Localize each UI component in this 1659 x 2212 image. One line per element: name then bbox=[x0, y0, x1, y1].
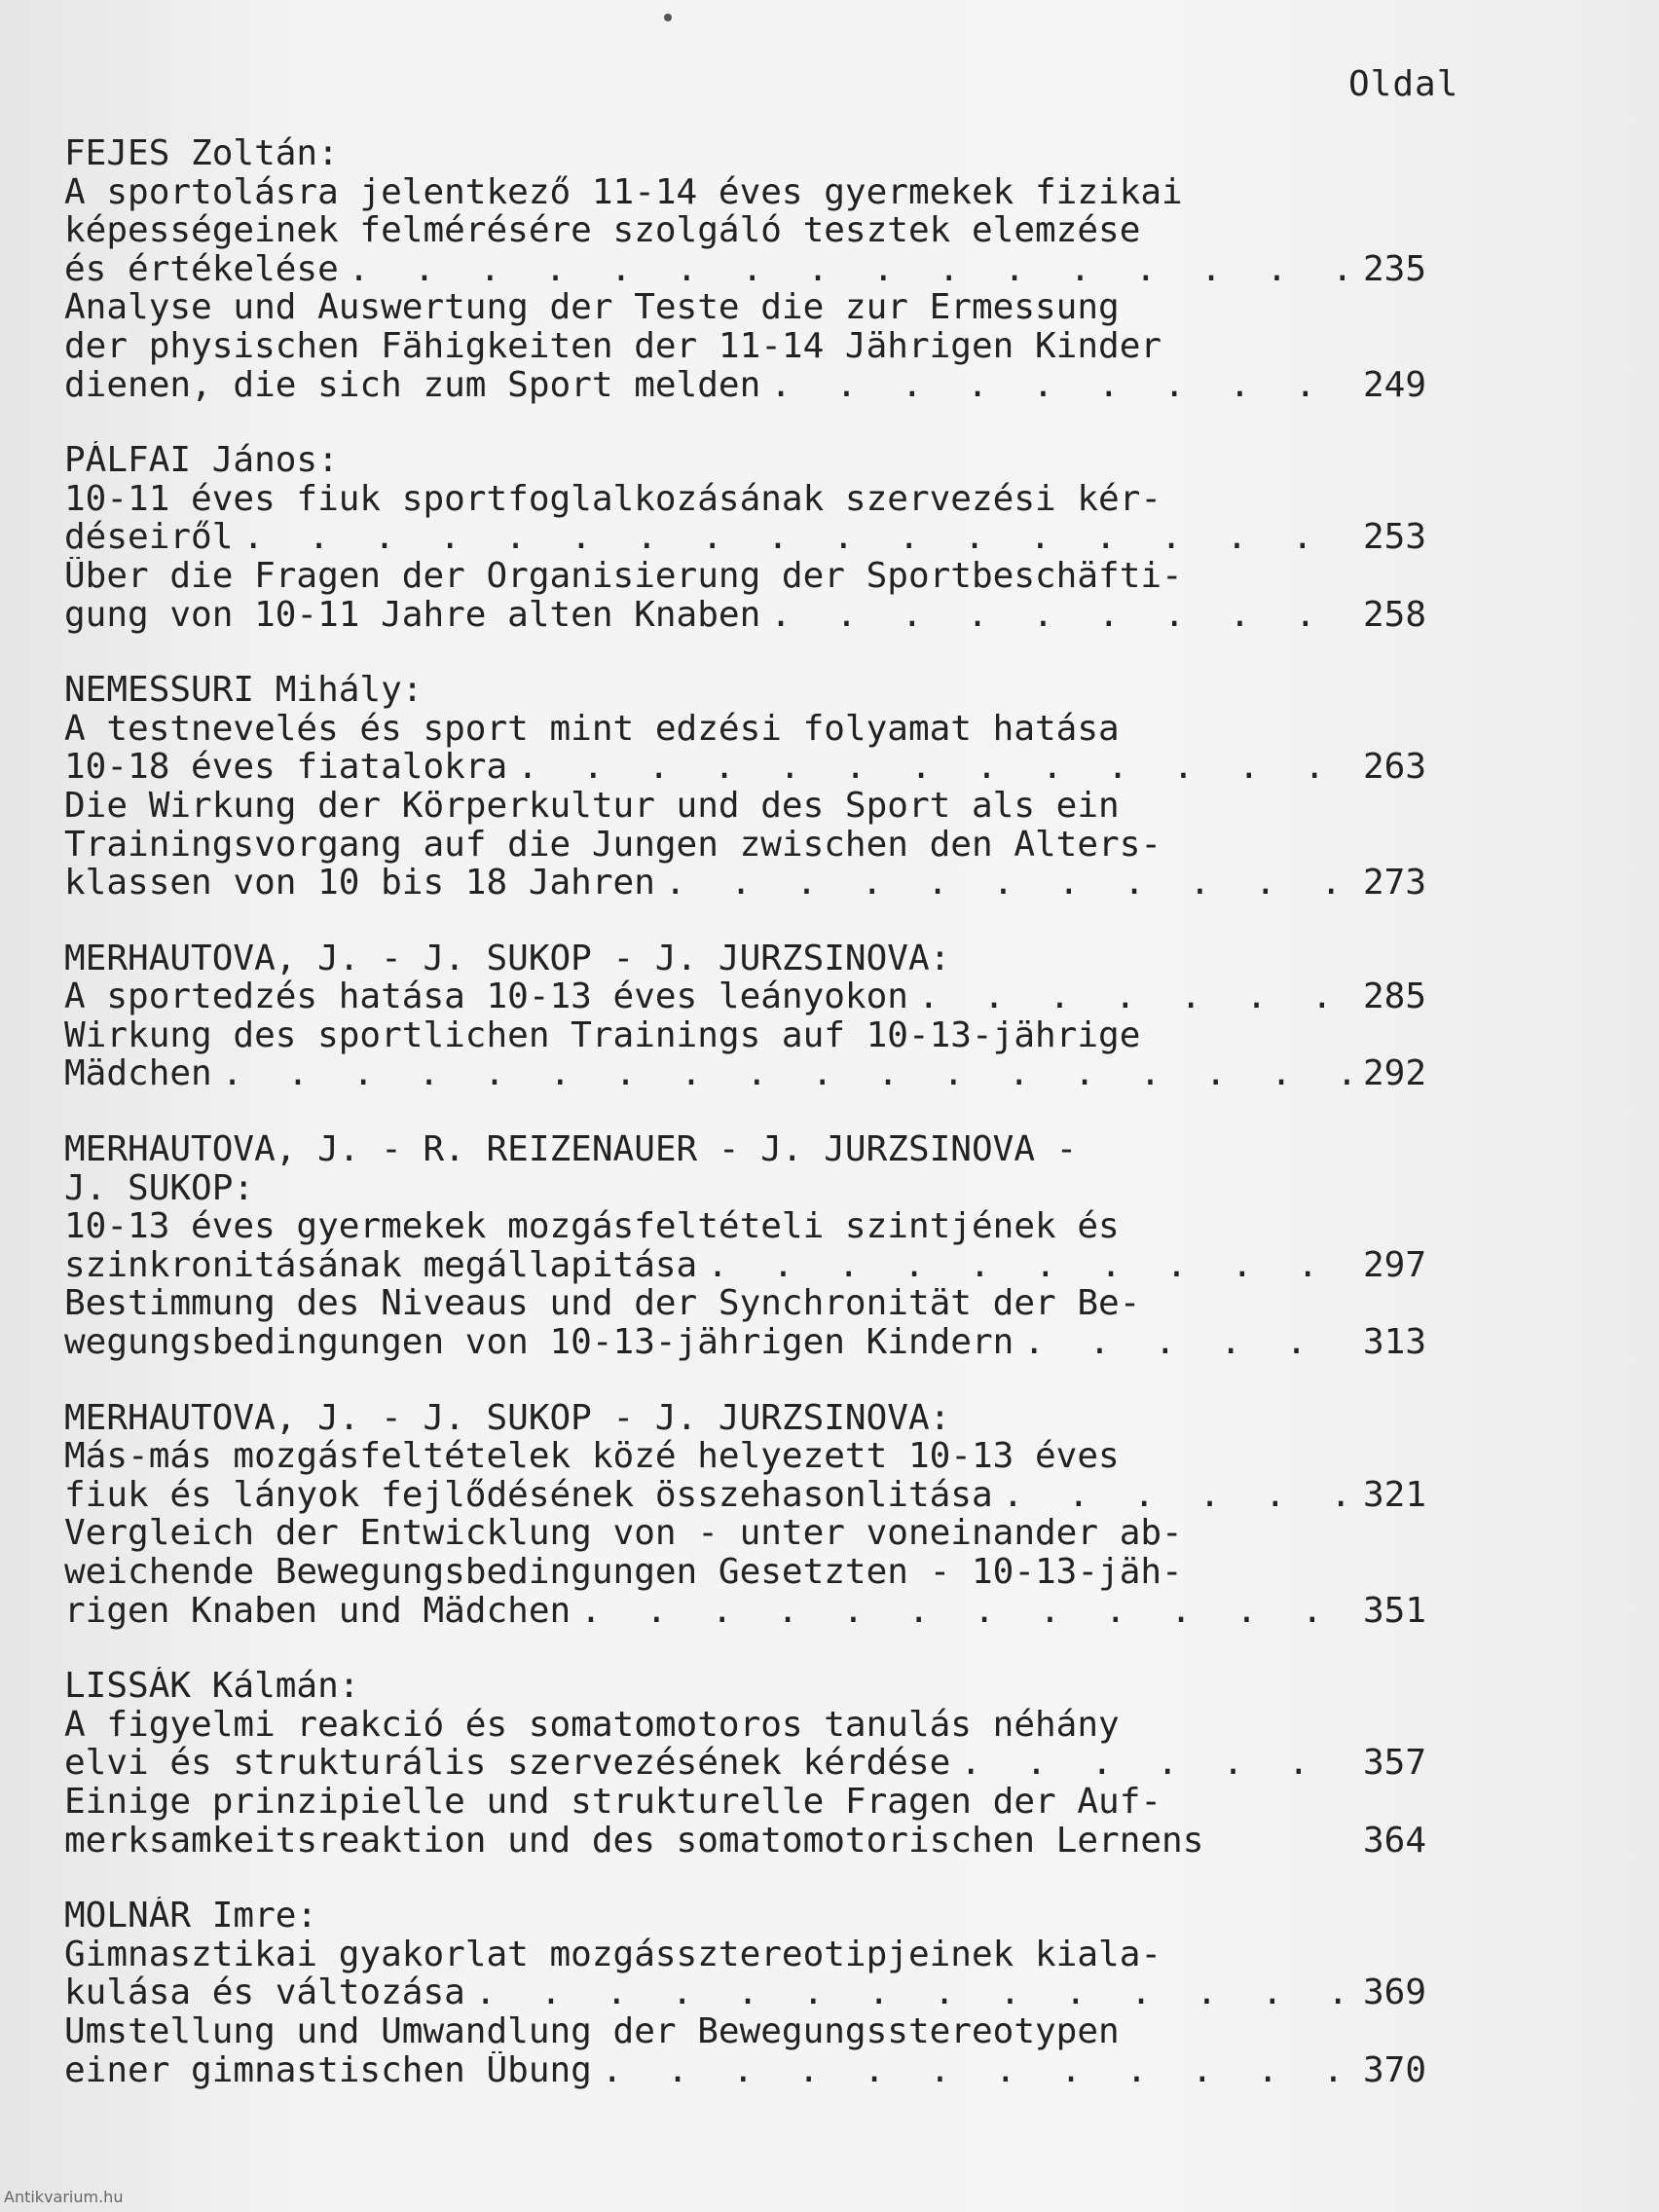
dot-leader bbox=[242, 518, 1353, 557]
toc-entry bbox=[64, 1897, 1447, 2089]
page-column-label: Oldal bbox=[1348, 64, 1459, 104]
entry-author: FEJES Zoltán: bbox=[64, 134, 339, 173]
title-text: Bestimmung des Niveaus und der Synchronität der Be- bbox=[64, 1284, 1141, 1324]
title-text: képességeinek felmérésére szolgáló tesztek elemzése bbox=[64, 211, 1141, 250]
toc-entry bbox=[64, 940, 1447, 1093]
title-text: A figyelmi reakció és somatomotoros tanulás néhány bbox=[64, 1705, 1120, 1745]
toc-entry bbox=[64, 1667, 1447, 1860]
entry-title-line bbox=[64, 2051, 1447, 2090]
entry-title-line bbox=[64, 1973, 1447, 2012]
entry-title-line bbox=[64, 1323, 1447, 1362]
entry-title-line bbox=[64, 1016, 1447, 1055]
entry-title-line bbox=[64, 1783, 1447, 1822]
entry-title-line bbox=[64, 864, 1447, 903]
page-number: 351 bbox=[1363, 1591, 1427, 1631]
title-text: fiuk és lányok fejlődésének összehasonlitása bbox=[64, 1475, 993, 1515]
entry-title-line bbox=[64, 1553, 1447, 1592]
entry-author: MOLNÁR Imre: bbox=[64, 1897, 318, 1936]
title-text: Vergleich der Entwicklung von - unter voneinander ab- bbox=[64, 1514, 1183, 1553]
toc-entry bbox=[64, 1130, 1447, 1362]
title-text: einer gimnastischen Übung bbox=[64, 2050, 592, 2090]
entry-title-line bbox=[64, 1706, 1447, 1745]
toc-entry bbox=[64, 671, 1447, 903]
page-number: 297 bbox=[1363, 1245, 1427, 1285]
ink-speck bbox=[664, 14, 672, 21]
title-text: Über die Fragen der Organisierung der Sportbeschäfti- bbox=[64, 556, 1183, 596]
entry-title-line bbox=[64, 1246, 1447, 1285]
page-number: 292 bbox=[1363, 1054, 1427, 1094]
title-text: weichende Bewegungsbedingungen Gesetzten - 10-13-jäh- bbox=[64, 1553, 1183, 1592]
page-number: 258 bbox=[1363, 595, 1427, 635]
title-text: Einige prinzipielle und strukturelle Fragen der Auf- bbox=[64, 1782, 1162, 1822]
page-number: 369 bbox=[1363, 1973, 1427, 2012]
toc-entry bbox=[64, 441, 1447, 634]
title-text: Mädchen bbox=[64, 1054, 212, 1094]
title-text: merksamkeitsreaktion und des somatomotorischen Lernens bbox=[64, 1821, 1204, 1861]
dot-leader bbox=[602, 2051, 1353, 2090]
page-number: 357 bbox=[1363, 1744, 1427, 1783]
title-text: szinkronitásának megállapitása bbox=[64, 1245, 698, 1285]
entry-author: NEMESSURI Mihály: bbox=[64, 671, 424, 710]
entry-author: MERHAUTOVA, J. - J. SUKOP - J. JURZSINOVA: bbox=[64, 939, 951, 978]
entry-title-line bbox=[64, 596, 1447, 635]
dot-leader bbox=[960, 1744, 1353, 1783]
entry-title-line bbox=[64, 1592, 1447, 1631]
dot-leader bbox=[349, 250, 1353, 289]
title-text: Más-más mozgásfeltételek közé helyezett 10-13 éves bbox=[64, 1437, 1120, 1476]
dot-leader bbox=[1003, 1476, 1353, 1515]
entry-title-line bbox=[64, 2012, 1447, 2051]
entry-title-line bbox=[64, 1207, 1447, 1246]
title-text: kulása és változása bbox=[64, 1973, 465, 2012]
dot-leader bbox=[707, 1246, 1353, 1285]
entry-title-line bbox=[64, 557, 1447, 596]
page-number: 313 bbox=[1363, 1323, 1427, 1362]
title-text: Umstellung und Umwandlung der Bewegungsstereotypen bbox=[64, 2011, 1120, 2051]
page-number: 370 bbox=[1363, 2050, 1427, 2090]
entry-title-line bbox=[64, 327, 1447, 366]
title-text: A testnevelés és sport mint edzési folyamat hatása bbox=[64, 709, 1120, 749]
title-text: klassen von 10 bis 18 Jahren bbox=[64, 864, 655, 903]
title-text: Gimnasztikai gyakorlat mozgássztereotipjeinek kiala- bbox=[64, 1935, 1162, 1974]
dot-leader bbox=[770, 596, 1353, 635]
toc-entry bbox=[64, 134, 1447, 404]
entry-title-line bbox=[64, 366, 1447, 405]
dot-leader bbox=[580, 1592, 1353, 1631]
entry-author: PÁLFAI János: bbox=[64, 441, 339, 480]
title-text: A sportolásra jelentkező 11-14 éves gyermekek fizikai bbox=[64, 172, 1183, 212]
entry-title-line bbox=[64, 1054, 1447, 1093]
entry-title-line bbox=[64, 1437, 1447, 1476]
entry-title-line bbox=[64, 1284, 1447, 1323]
page-number: 249 bbox=[1363, 365, 1427, 405]
title-text: és értékelése bbox=[64, 249, 339, 289]
watermark: Antikvarium.hu bbox=[4, 2188, 124, 2206]
title-text: Die Wirkung der Körperkultur und des Sport als ein bbox=[64, 786, 1120, 826]
entry-title-line bbox=[64, 250, 1447, 289]
entry-title-line bbox=[64, 1476, 1447, 1515]
dot-leader bbox=[1023, 1323, 1353, 1362]
entry-title-line bbox=[64, 977, 1447, 1016]
entry-title-line bbox=[64, 826, 1447, 865]
entry-title-line bbox=[64, 710, 1447, 749]
page-number: 273 bbox=[1363, 864, 1427, 903]
dot-leader bbox=[475, 1973, 1353, 2012]
title-text: elvi és strukturális szervezésének kérdése bbox=[64, 1744, 951, 1783]
page-number: 285 bbox=[1363, 977, 1427, 1016]
entry-author: MERHAUTOVA, J. - R. REIZENAUER - J. JURZSINOVA - bbox=[64, 1130, 1078, 1169]
entry-title-line bbox=[64, 1744, 1447, 1783]
page-number: 235 bbox=[1363, 249, 1427, 289]
entry-title-line bbox=[64, 480, 1447, 519]
title-text: 10-13 éves gyermekek mozgásfeltételi szintjének és bbox=[64, 1207, 1120, 1246]
entry-title-line bbox=[64, 748, 1447, 787]
entry-author: LISSÁK Kálmán: bbox=[64, 1667, 360, 1706]
title-text: A sportedzés hatása 10-13 éves leányokon bbox=[64, 977, 908, 1016]
entry-title-line bbox=[64, 1514, 1447, 1553]
page-number: 364 bbox=[1363, 1821, 1427, 1861]
page-number: 263 bbox=[1363, 748, 1427, 787]
title-text: wegungsbedingungen von 10-13-jährigen Kindern bbox=[64, 1323, 1014, 1362]
entry-title-line bbox=[64, 518, 1447, 557]
toc-entry bbox=[64, 1399, 1447, 1631]
title-text: gung von 10-11 Jahre alten Knaben bbox=[64, 595, 761, 635]
dot-leader bbox=[918, 977, 1353, 1016]
page-number: 253 bbox=[1363, 518, 1427, 557]
title-text: Wirkung des sportlichen Trainings auf 10-13-jährige bbox=[64, 1015, 1141, 1055]
dot-leader bbox=[222, 1054, 1353, 1093]
table-of-contents bbox=[64, 134, 1447, 2126]
title-text: déseiről bbox=[64, 518, 234, 557]
title-text: Analyse und Auswertung der Teste die zur Ermessung bbox=[64, 288, 1120, 327]
title-text: Trainingsvorgang auf die Jungen zwischen den Alters- bbox=[64, 825, 1162, 865]
entry-title-line bbox=[64, 1936, 1447, 1974]
entry-title-line bbox=[64, 787, 1447, 826]
title-text: dienen, die sich zum Sport melden bbox=[64, 365, 761, 405]
title-text: 10-18 éves fiatalokra bbox=[64, 748, 508, 787]
page-number: 321 bbox=[1363, 1475, 1427, 1515]
dot-leader bbox=[517, 748, 1353, 787]
dot-leader bbox=[770, 366, 1353, 405]
title-text: rigen Knaben und Mädchen bbox=[64, 1591, 571, 1631]
entry-author-continued: J. SUKOP: bbox=[64, 1168, 255, 1208]
title-text: der physischen Fähigkeiten der 11-14 Jährigen Kinder bbox=[64, 326, 1162, 366]
dot-leader bbox=[665, 864, 1353, 903]
entry-title-line bbox=[64, 288, 1447, 327]
entry-title-line bbox=[64, 211, 1447, 250]
entry-title-line bbox=[64, 173, 1447, 212]
title-text: 10-11 éves fiuk sportfoglalkozásának szervezési kér- bbox=[64, 479, 1162, 519]
entry-author: MERHAUTOVA, J. - J. SUKOP - J. JURZSINOVA: bbox=[64, 1398, 951, 1438]
entry-title-line bbox=[64, 1822, 1447, 1861]
